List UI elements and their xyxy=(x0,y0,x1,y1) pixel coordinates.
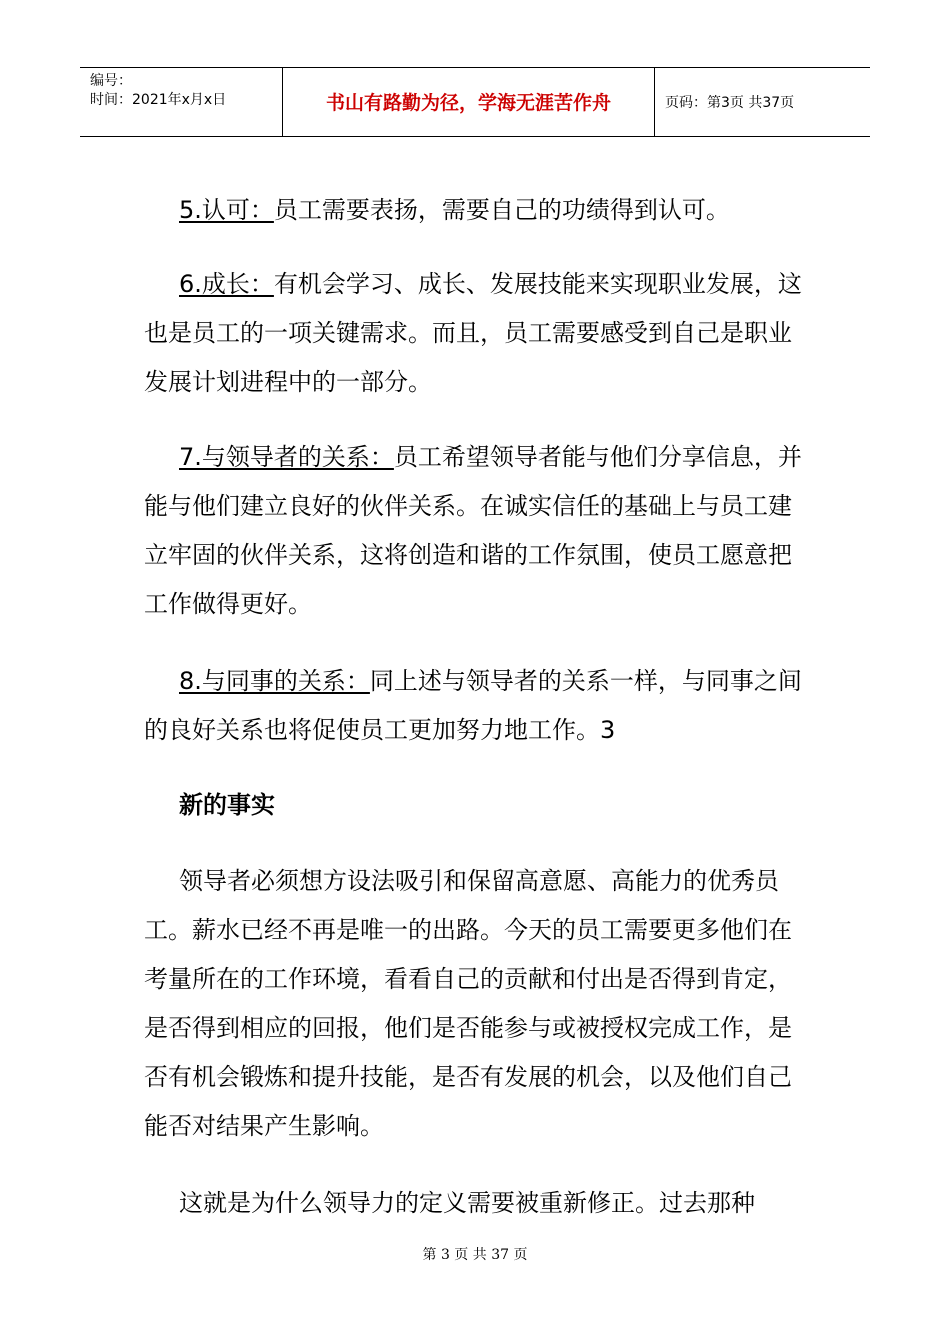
header-left-cell xyxy=(80,68,283,136)
page-footer: 第 3 页 共 37 页 xyxy=(422,1247,528,1263)
paragraph-text: 员工需要表扬，需要自己的功绩得到认可。 xyxy=(273,196,730,224)
body-paragraph: 这就是为什么领导力的定义需要被重新修正。过去那种 xyxy=(179,1189,755,1217)
body-paragraph: 领导者必须想方设法吸引和保留高意愿、高能力的优秀员工。薪水已经不再是唯一的出路。今天的员工需要更多他们在考量所在的工作环境，看看自己的贡献和付出是否得到肯定，是否得到相应的回报，他们是否能参与或被授权完成工作，是否有机会锻炼和提升技能，是否有发展的机会，以及他们自己能否对结果产生影响。 xyxy=(144,867,792,1140)
page-header xyxy=(80,67,870,137)
paragraph-leader-relation xyxy=(144,433,809,629)
paragraph-text: 有机会学习、成长、发展技能来实现职业发展，这也是员工的一项关键需求。而且，员工需要感受到自己是职业发展计划进程中的一部分。 xyxy=(144,270,802,396)
header-motto: 书山有路勤为径，学海无涯苦作舟 xyxy=(325,92,611,114)
paragraph-text: 同上述与领导者的关系一样，与同事之间的良好关系也将促使员工更加努力地工作。3 xyxy=(144,667,802,744)
paragraph-growth xyxy=(144,260,809,407)
paragraph-colleague-relation xyxy=(144,657,809,755)
paragraph-lead: 5.认可： xyxy=(179,196,274,224)
time-label: 时间：2021年x月x日 xyxy=(90,92,227,108)
paragraph-recognition xyxy=(144,186,809,235)
header-right-cell xyxy=(655,68,870,136)
header-mid-cell xyxy=(283,68,655,136)
paragraph-text: 员工希望领导者能与他们分享信息，并能与他们建立良好的伙伴关系。在诚实信任的基础上与员工建立牢固的伙伴关系，这将创造和谐的工作氛围，使员工愿意把工作做得更好。 xyxy=(144,443,802,618)
paragraph-lead: 7.与领导者的关系： xyxy=(179,443,394,471)
page-info: 页码：第3页 共37页 xyxy=(665,95,795,111)
number-label: 编号： xyxy=(90,73,132,89)
paragraph-lead: 6.成长： xyxy=(179,270,274,298)
paragraph-lead: 8.与同事的关系： xyxy=(179,667,370,695)
section-title: 新的事实 xyxy=(179,791,275,819)
